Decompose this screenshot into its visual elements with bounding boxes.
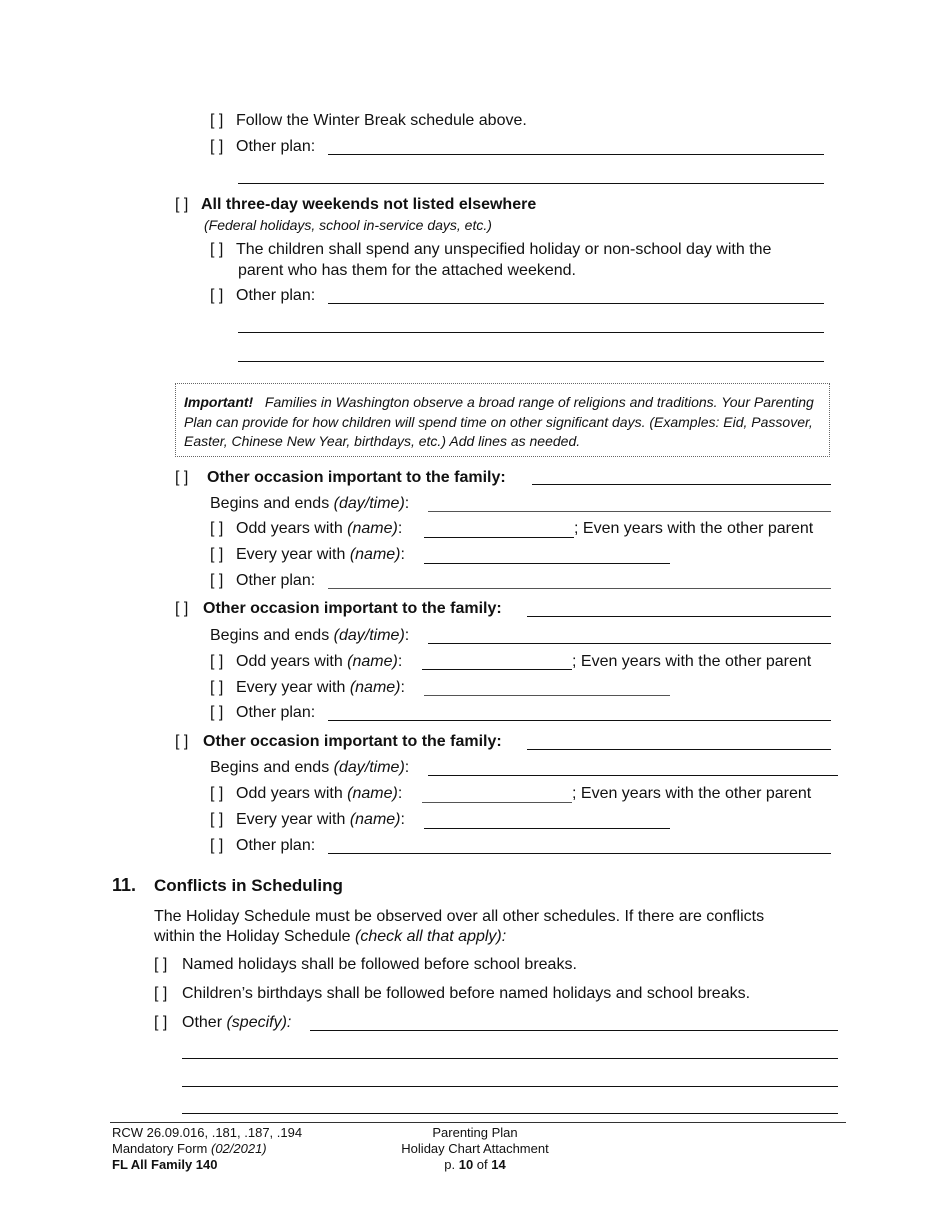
checkbox[interactable]: [ ]	[210, 704, 224, 721]
three-day-other-plan-field-3[interactable]	[238, 361, 824, 362]
occasion-3-option[interactable]	[175, 733, 502, 751]
odd-years-label: Odd years with	[236, 520, 348, 537]
other-label: Other	[182, 1014, 227, 1031]
checkbox[interactable]: [ ]	[210, 811, 224, 828]
colon: :	[400, 679, 405, 696]
page-of: of	[473, 1157, 492, 1172]
footer-doc-title: Parenting Plan	[432, 1125, 518, 1140]
three-day-other-plan-field[interactable]	[328, 303, 824, 304]
occasion-3-odd-option[interactable]	[210, 785, 402, 803]
name-label: (name)	[349, 811, 401, 828]
occasion-title: Other occasion important to the family:	[203, 600, 502, 617]
colon: :	[397, 785, 403, 802]
footer-doc-subtitle: Holiday Chart Attachment	[401, 1141, 549, 1156]
begins-label: Begins and ends	[210, 627, 334, 644]
section-intro-2-text: within the Holiday Schedule	[154, 928, 356, 945]
section-number: 11.	[112, 875, 137, 895]
occasion-3-begins	[210, 759, 409, 777]
three-day-other-plan-field-2[interactable]	[238, 332, 824, 333]
occasion-1-begins-field[interactable]	[428, 511, 831, 512]
page-prefix: p.	[444, 1157, 459, 1172]
three-day-option-text-2: parent who has them for the attached weekend.	[238, 262, 576, 279]
winter-follow-option[interactable]	[210, 112, 527, 130]
checkbox[interactable]: [ ]	[154, 1014, 168, 1031]
page-current: 10	[458, 1157, 474, 1172]
odd-years-label: Odd years with	[236, 785, 348, 802]
checkbox[interactable]: [ ]	[210, 112, 224, 129]
three-day-subtitle: (Federal holidays, school in-service days, etc.)	[204, 217, 492, 233]
important-label: Important!	[184, 394, 254, 410]
other-specify-field-3[interactable]	[182, 1086, 838, 1087]
occasion-2-odd-name-field[interactable]	[422, 669, 572, 670]
three-day-weekends-option[interactable]	[175, 196, 536, 214]
day-time-label: (day/time)	[333, 495, 405, 512]
birthdays-option[interactable]	[154, 985, 750, 1003]
occasion-1-every-option[interactable]	[210, 546, 405, 564]
occasion-3-begins-field[interactable]	[428, 775, 838, 776]
winter-other-plan-option[interactable]	[210, 138, 315, 156]
checkbox[interactable]: [ ]	[210, 653, 224, 670]
every-year-label: Every year with	[236, 546, 350, 563]
occasion-2-other-plan-field[interactable]	[328, 720, 831, 721]
name-label: (name)	[349, 679, 401, 696]
named-holidays-label: Named holidays shall be followed before school breaks.	[182, 956, 577, 973]
footer-rcw: RCW 26.09.016, .181, .187, .194	[112, 1125, 303, 1140]
name-label: (name)	[347, 785, 398, 802]
name-label: (name)	[349, 546, 401, 563]
winter-other-plan-field[interactable]	[328, 154, 824, 155]
three-day-other-plan-option[interactable]	[210, 287, 315, 305]
colon: :	[404, 627, 410, 644]
occasion-2-name-field[interactable]	[527, 616, 831, 617]
checkbox[interactable]: [ ]	[175, 600, 189, 617]
colon: :	[397, 653, 403, 670]
occasion-1-odd-option[interactable]	[210, 520, 402, 538]
other-specify-option[interactable]	[154, 1014, 291, 1032]
colon: :	[397, 520, 403, 537]
other-specify-field[interactable]	[310, 1030, 838, 1031]
occasion-1-other-option[interactable]	[210, 572, 315, 590]
footer-page-number	[375, 1157, 575, 1173]
section-intro-2	[154, 928, 506, 946]
occasion-2-odd-option[interactable]	[210, 653, 402, 671]
checkbox[interactable]: [ ]	[210, 837, 224, 854]
occasion-3-other-option[interactable]	[210, 837, 315, 855]
name-label: (name)	[347, 520, 398, 537]
colon: :	[400, 546, 405, 563]
occasion-1-every-name-field[interactable]	[424, 563, 670, 564]
occasion-2-other-option[interactable]	[210, 704, 315, 722]
occasion-3-every-name-field[interactable]	[424, 828, 670, 829]
other-specify-field-4[interactable]	[182, 1113, 838, 1114]
day-time-label: (day/time)	[333, 627, 405, 644]
even-years-label: ; Even years with the other parent	[572, 653, 812, 670]
checkbox[interactable]: [ ]	[210, 546, 224, 563]
important-note-box	[175, 383, 830, 457]
section-intro-1: The Holiday Schedule must be observed over all other schedules. If there are conflicts	[154, 908, 765, 925]
footer-mandatory	[112, 1141, 302, 1157]
winter-other-plan-field-2[interactable]	[238, 183, 824, 184]
section-intro-2-italic: (check all that apply):	[355, 928, 507, 945]
specify-label: (specify):	[226, 1014, 292, 1031]
footer-mandatory-label: Mandatory Form	[112, 1141, 211, 1156]
occasion-2-begins-field[interactable]	[428, 643, 831, 644]
even-years-label: ; Even years with the other parent	[572, 785, 812, 802]
section-title: Conflicts in Scheduling	[154, 876, 343, 895]
occasion-2-every-name-field[interactable]	[424, 695, 670, 696]
colon: :	[404, 759, 410, 776]
occasion-1-other-plan-field[interactable]	[328, 588, 831, 589]
winter-follow-label: Follow the Winter Break schedule above.	[236, 112, 527, 129]
every-year-label: Every year with	[236, 811, 350, 828]
occasion-3-other-plan-field[interactable]	[328, 853, 831, 854]
checkbox[interactable]: [ ]	[175, 733, 189, 750]
other-plan-label: Other plan:	[236, 704, 316, 721]
other-plan-label: Other plan:	[236, 572, 316, 589]
important-text: Families in Washington observe a broad range of religions and traditions. Your Parenting Plan can provide for how children will spend time on other significant days. (Examples: Eid, Passover, Easter, Chinese New Year, birthdays, etc.) Add lines as needed.	[184, 394, 814, 449]
checkbox[interactable]: [ ]	[210, 241, 224, 258]
other-specify-field-2[interactable]	[182, 1058, 838, 1059]
day-time-label: (day/time)	[333, 759, 405, 776]
footer-left	[112, 1125, 302, 1173]
checkbox[interactable]: [ ]	[175, 469, 189, 486]
occasion-1-option[interactable]	[175, 469, 506, 487]
three-day-option-text-1: The children shall spend any unspecified holiday or non-school day with the	[236, 241, 772, 258]
checkbox[interactable]: [ ]	[210, 679, 224, 696]
colon: :	[400, 811, 405, 828]
occasion-1-begins	[210, 495, 409, 513]
three-day-title: All three-day weekends not listed elsewhere	[201, 196, 537, 213]
occasion-2-option[interactable]	[175, 600, 502, 618]
other-plan-label: Other plan:	[236, 837, 316, 854]
occasion-1-name-field[interactable]	[532, 484, 831, 485]
footer-form-id: FL All Family 140	[112, 1157, 218, 1172]
name-label: (name)	[347, 653, 398, 670]
named-holidays-option[interactable]	[154, 956, 577, 974]
other-plan-label: Other plan:	[236, 138, 316, 155]
checkbox[interactable]: [ ]	[154, 956, 168, 973]
occasion-title: Other occasion important to the family:	[203, 733, 502, 750]
birthdays-label: Children’s birthdays shall be followed before named holidays and school breaks.	[182, 985, 751, 1002]
checkbox[interactable]: [ ]	[175, 196, 189, 213]
checkbox[interactable]: [ ]	[210, 572, 224, 589]
checkbox[interactable]: [ ]	[154, 985, 168, 1002]
occasion-title: Other occasion important to the family:	[207, 469, 506, 486]
colon: :	[404, 495, 410, 512]
checkbox[interactable]: [ ]	[210, 785, 224, 802]
odd-years-label: Odd years with	[236, 653, 348, 670]
checkbox[interactable]: [ ]	[210, 287, 224, 304]
occasion-2-begins	[210, 627, 409, 645]
other-plan-label: Other plan:	[236, 287, 316, 304]
checkbox[interactable]: [ ]	[210, 520, 224, 537]
occasion-1-odd-name-field[interactable]	[424, 537, 574, 538]
begins-label: Begins and ends	[210, 495, 334, 512]
footer-rule	[110, 1122, 846, 1123]
checkbox[interactable]: [ ]	[210, 138, 224, 155]
footer-mandatory-date: (02/2021)	[210, 1141, 267, 1156]
even-years-label: ; Even years with the other parent	[574, 520, 814, 537]
footer-center	[375, 1125, 575, 1173]
begins-label: Begins and ends	[210, 759, 334, 776]
three-day-unspecified-option[interactable]	[210, 241, 771, 259]
occasion-3-every-option[interactable]	[210, 811, 405, 829]
page-total: 14	[491, 1157, 506, 1172]
every-year-label: Every year with	[236, 679, 350, 696]
occasion-2-every-option[interactable]	[210, 679, 405, 697]
occasion-3-odd-name-field[interactable]	[422, 802, 572, 803]
occasion-3-name-field[interactable]	[527, 749, 831, 750]
